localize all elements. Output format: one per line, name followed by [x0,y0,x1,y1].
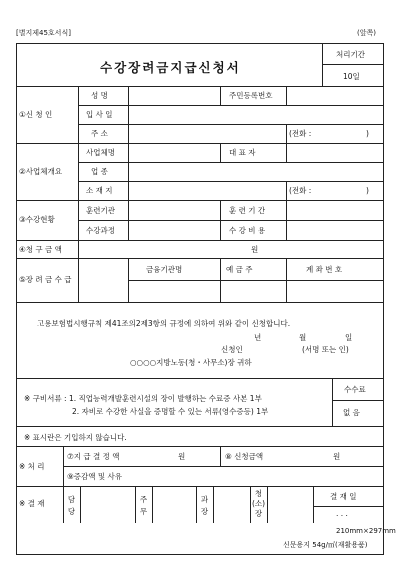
approval-staff: 담 당 [67,495,76,516]
fee-value: 없 음 [343,408,360,417]
documents-line-1: ※ 구비서류 : 1. 직업능력개발훈련시설의 장이 발행하는 수료증 사본 1부 [24,394,262,403]
paper-spec: 신문용지 54g/㎡(재활용품) [283,541,368,549]
signature-note: (서명 또는 인) [302,345,349,354]
applicant-phone-label: (전화 : [289,129,312,138]
decision-amount-label: ⑦지 급 결 정 액 [67,452,120,461]
processing-period-label: 처리기간 [336,50,365,59]
approval-section-head: 과 장 [200,495,209,516]
hire-date-label: 입 사 일 [86,110,113,119]
course-name-label: 수강과정 [86,226,115,235]
approval-office-head: 청 (소) 장 [251,489,266,518]
adjustment-reason-label: ⑨증감액 및 사유 [67,472,122,481]
requested-unit: 원 [333,452,341,461]
applicant-sign-label: 신청인 [221,345,243,354]
business-label: ②사업체개요 [19,167,62,176]
address-label: 주 소 [91,129,108,138]
course-cost-label: 수 강 비 용 [229,226,266,235]
decision-unit: 원 [178,452,186,461]
applicant-phone-close: ) [366,129,369,138]
declaration-day: 일 [345,333,353,342]
paper-size: 210mm×297mm [336,527,396,535]
documents-line-2: 2. 자비로 수강한 사실을 증명할 수 있는 서류(영수증등) 1부 [72,407,269,416]
resident-number-label: 주민등록번호 [229,91,273,100]
approval-date-value: . . . [336,509,348,518]
request-amount-label: ④청 구 금 액 [19,245,62,254]
location-label: 소 재 지 [86,186,113,195]
declaration-text: 고용보험법시행규칙 제41조의2제3항의 규정에 의하여 위와 같이 신청합니다. [37,319,291,328]
approval-chief: 주 무 [139,495,148,516]
processing-label: ※ 처 리 [19,462,45,471]
note-text: ※ 표시란은 기입하지 않습니다. [24,433,127,442]
fee-label: 수수료 [344,385,366,394]
bank-name-label: 금융기관명 [146,265,183,274]
declaration-month: 월 [299,333,307,342]
processing-period-value: 10일 [343,72,360,81]
page-title: 수강장려금지급신청서 [100,60,241,75]
declaration-year: 년 [254,333,262,342]
name-label: 성 명 [91,91,108,100]
approval-label: ※ 결 재 [19,499,45,508]
representative-label: 대 표 자 [229,148,256,157]
requested-amount-label: ⑧ 신청금액 [225,452,264,461]
course-label: ③수강현황 [19,215,55,224]
industry-label: 업 종 [91,167,108,176]
request-unit: 원 [251,245,259,254]
institution-label: 훈련기관 [86,206,115,215]
company-name-label: 사업체명 [86,148,115,157]
training-period-label: 훈 련 기 간 [229,206,266,215]
business-phone-label: (전화 : [289,186,312,195]
payment-label: ⑤장 려 금 수 급 [19,275,72,284]
approval-date-label: 결 재 일 [330,492,357,501]
account-holder-label: 예 금 주 [226,265,253,274]
addressee: ○○○○지방노동(청・사무소)장 귀하 [130,358,252,367]
form-number: [별지제45호서식] [16,29,71,37]
business-phone-close: ) [366,186,369,195]
side-note: (앞쪽) [357,29,376,37]
applicant-label: ①신 청 인 [19,110,53,119]
account-number-label: 계 좌 번 호 [306,265,343,274]
